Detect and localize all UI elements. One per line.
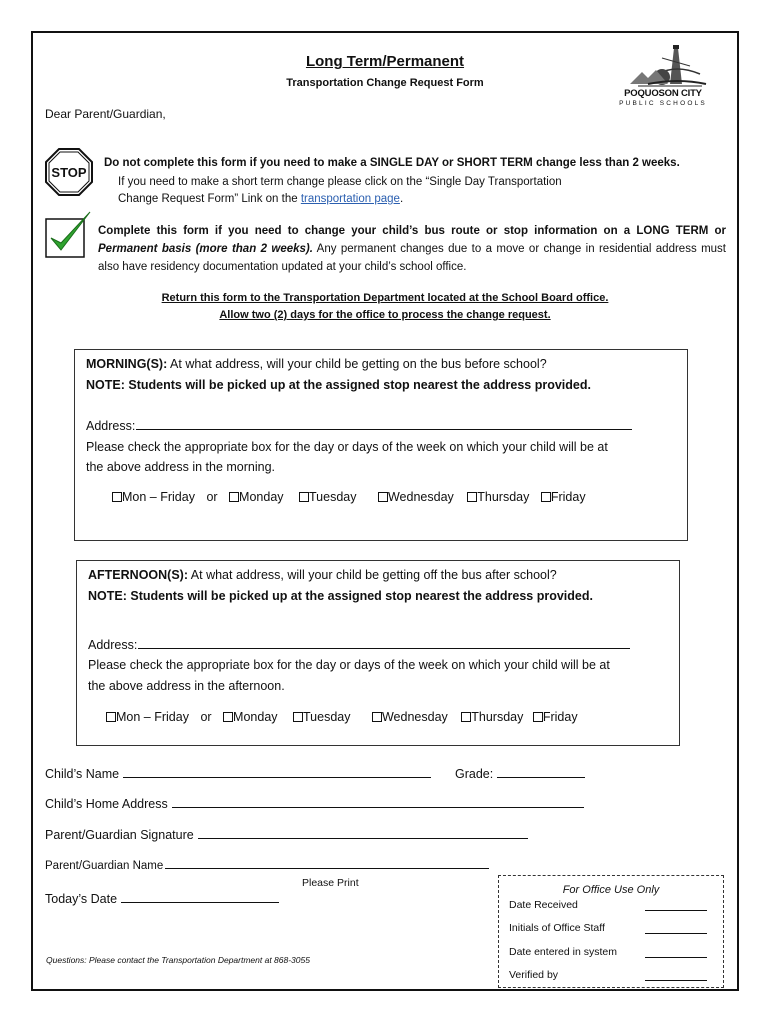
morning-thursday-label: Thursday — [477, 490, 530, 504]
afternoon-mon-fri-label: Mon – Friday — [116, 710, 189, 724]
office-use-title: For Office Use Only — [562, 884, 660, 896]
afternoon-question — [88, 568, 557, 582]
long-term-notice — [98, 222, 726, 276]
morning-monday-label: Monday — [239, 490, 284, 504]
afternoon-monday-label: Monday — [233, 710, 278, 724]
afternoon-section — [76, 560, 680, 746]
afternoon-thursday-label: Thursday — [471, 710, 524, 724]
morning-mon-fri-checkbox[interactable] — [112, 492, 122, 502]
stop-sign-icon — [45, 148, 93, 196]
morning-note-text: : Students will be picked up at the assigned stop nearest the address provided. — [120, 378, 591, 392]
afternoon-address-row — [88, 637, 630, 652]
morning-note — [86, 378, 591, 392]
logo-name: POQUOSON CITY — [624, 88, 702, 99]
guardian-name-input[interactable] — [165, 857, 489, 869]
afternoon-wednesday-label: Wednesday — [381, 710, 448, 724]
return-instructions: Return this form to the Transportation Department located at the School Board office. — [161, 292, 609, 304]
morning-question — [86, 357, 547, 371]
stop-notice-line3-text: Change Request Form” Link on the — [118, 193, 301, 205]
morning-instruction-line1: Please check the appropriate box for the day or days of the week on which your child will be at — [86, 440, 608, 454]
form-title: Long Term/Permanent — [305, 53, 465, 70]
office-use-box — [498, 875, 724, 988]
afternoon-note-label: NOTE — [88, 589, 123, 603]
stop-notice-line1: Do not complete this form if you need to make a SINGLE DAY or SHORT TERM change less than 2 weeks. — [104, 157, 680, 169]
morning-or-label: or — [206, 490, 218, 504]
afternoon-address-label: Address: — [88, 638, 138, 652]
form-subtitle: Transportation Change Request Form — [286, 77, 484, 89]
long-term-notice-bold: Complete this form if you need to change your child’s bus route or stop information on a LONG TERM or — [98, 225, 726, 237]
office-date-received: Date Received — [509, 899, 578, 911]
guardian-name-label: Parent/Guardian Name — [45, 860, 164, 872]
stop-notice-line2: If you need to make a short term change please click on the “Single Day Transportation — [118, 176, 562, 188]
afternoon-tuesday-label: Tuesday — [303, 710, 351, 724]
long-term-notice-rest: Any permanent changes due to a move or change in residential address must also have residency documentation updated at your child’s school office. — [98, 243, 726, 273]
afternoon-thursday-checkbox[interactable] — [461, 712, 471, 722]
afternoon-days — [106, 710, 578, 724]
afternoon-friday-label: Friday — [542, 710, 578, 724]
home-address-label: Child’s Home Address — [45, 797, 168, 811]
morning-wednesday-label: Wednesday — [387, 490, 454, 504]
afternoon-or-label: or — [200, 710, 212, 724]
afternoon-label: AFTERNOON(S): — [88, 568, 188, 582]
home-address-input[interactable] — [172, 796, 584, 808]
stop-notice-line3-end: . — [399, 193, 404, 205]
questions-contact: Questions: Please contact the Transportation Department at 868-3055 — [46, 955, 310, 965]
grade-row — [455, 766, 585, 781]
morning-tuesday-label: Tuesday — [309, 490, 357, 504]
morning-monday-checkbox[interactable] — [229, 492, 239, 502]
morning-address-row — [86, 418, 632, 433]
afternoon-friday-checkbox[interactable] — [533, 712, 543, 722]
morning-friday-label: Friday — [550, 490, 586, 504]
checkmark-icon — [45, 210, 93, 258]
afternoon-mon-fri-checkbox[interactable] — [106, 712, 116, 722]
office-initials-blank — [645, 924, 707, 934]
guardian-name-row — [45, 857, 489, 872]
grade-input[interactable] — [497, 766, 585, 778]
child-name-input[interactable] — [123, 766, 431, 778]
grade-label: Grade: — [455, 767, 494, 781]
morning-note-label: NOTE — [86, 378, 121, 392]
afternoon-wednesday-checkbox[interactable] — [372, 712, 382, 722]
afternoon-instruction-line1: Please check the appropriate box for the day or days of the week on which your child will be at — [88, 658, 610, 672]
morning-tuesday-checkbox[interactable] — [299, 492, 309, 502]
morning-mon-fri-label: Mon – Friday — [122, 490, 195, 504]
please-print-hint: Please Print — [302, 877, 359, 889]
child-name-label: Child’s Name — [45, 767, 120, 781]
todays-date-row — [45, 891, 279, 906]
afternoon-monday-checkbox[interactable] — [223, 712, 233, 722]
morning-section — [74, 349, 688, 541]
todays-date-label: Today’s Date — [45, 892, 118, 906]
office-date-received-blank — [645, 901, 707, 911]
signature-row — [45, 827, 528, 842]
processing-time-note: Allow two (2) days for the office to process the change request. — [219, 309, 551, 321]
morning-days — [112, 490, 586, 504]
morning-address-input[interactable] — [136, 418, 632, 430]
afternoon-note-text: : Students will be picked up at the assigned stop nearest the address provided. — [122, 589, 593, 603]
office-verified-by-blank — [645, 971, 707, 981]
school-logo — [618, 44, 708, 114]
long-term-notice-emphasis: Permanent basis (more than 2 weeks). — [98, 243, 313, 255]
logo-subtitle: PUBLIC SCHOOLS — [619, 100, 707, 107]
office-initials: Initials of Office Staff — [509, 922, 605, 934]
office-verified-by: Verified by — [509, 969, 559, 981]
office-date-entered: Date entered in system — [509, 946, 617, 958]
office-date-entered-blank — [645, 948, 707, 958]
morning-label: MORNING(S): — [86, 357, 168, 371]
lighthouse-logo-icon — [618, 44, 708, 88]
signature-label: Parent/Guardian Signature — [45, 828, 194, 842]
stop-notice-line3 — [118, 193, 403, 205]
afternoon-note — [88, 589, 593, 603]
afternoon-tuesday-checkbox[interactable] — [293, 712, 303, 722]
child-name-row — [45, 766, 431, 781]
morning-question-text: At what address, will your child be getting on the bus before school? — [167, 357, 547, 371]
afternoon-question-text: At what address, will your child be getting off the bus after school? — [188, 568, 557, 582]
greeting: Dear Parent/Guardian, — [45, 107, 166, 121]
morning-instruction-line2: the above address in the morning. — [86, 460, 276, 474]
todays-date-input[interactable] — [121, 891, 279, 903]
afternoon-address-input[interactable] — [138, 637, 630, 649]
afternoon-instruction-line2: the above address in the afternoon. — [88, 679, 285, 693]
stop-sign-label: STOP — [51, 165, 87, 180]
morning-wednesday-checkbox[interactable] — [378, 492, 388, 502]
morning-thursday-checkbox[interactable] — [467, 492, 477, 502]
transportation-page-link[interactable]: transportation page — [300, 193, 400, 205]
morning-friday-checkbox[interactable] — [541, 492, 551, 502]
signature-input[interactable] — [198, 827, 528, 839]
home-address-row — [45, 796, 584, 811]
morning-address-label: Address: — [86, 419, 136, 433]
